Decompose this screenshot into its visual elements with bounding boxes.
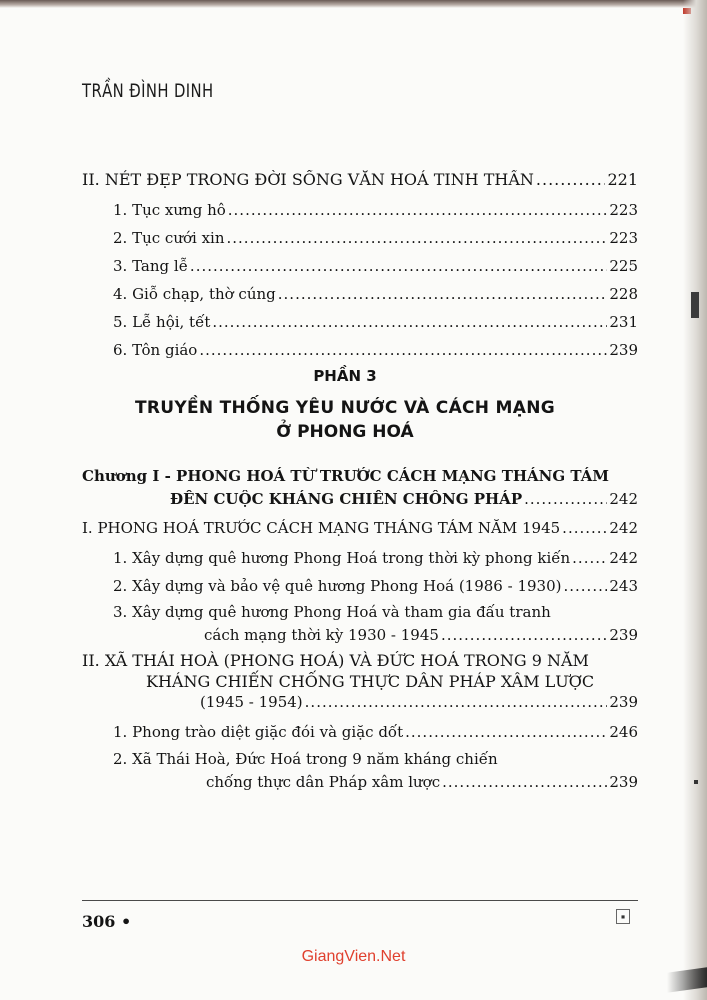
- toc-entry: [113, 313, 638, 331]
- toc-leader-dots: [405, 723, 607, 741]
- toc-entry: [113, 201, 638, 219]
- toc-entry-title-line-1: 2. Xã Thái Hoà, Đức Hoá trong 9 năm kháng chiến: [113, 750, 498, 768]
- toc-entry-title: 6. Tôn giáo: [113, 341, 198, 359]
- toc-entry: [113, 229, 638, 247]
- toc-entry: [206, 773, 638, 791]
- toc-leader-dots: [227, 229, 608, 247]
- toc-leader-dots: [190, 257, 607, 275]
- toc-entry-title: 1. Tục xưng hô: [113, 201, 226, 219]
- toc-entry-page: 246: [609, 723, 638, 741]
- toc-leader-dots: [562, 519, 607, 537]
- toc-entry-title: 2. Tục cưới xin: [113, 229, 225, 247]
- toc-entry-title: chống thực dân Pháp xâm lược: [206, 773, 441, 791]
- toc-leader-dots: [228, 201, 608, 219]
- toc-entry: [204, 626, 638, 644]
- toc-entry-page: 231: [609, 313, 638, 331]
- footer-divider: [82, 900, 638, 901]
- toc-leader-dots: [536, 170, 606, 189]
- toc-entry-page: 223: [609, 229, 638, 247]
- toc-entry: [113, 285, 638, 303]
- toc-entry-section-ii: [82, 170, 638, 189]
- toc-entry-page: 221: [607, 170, 638, 189]
- toc-entry-page: 228: [609, 285, 638, 303]
- toc-section-title-line-2: KHÁNG CHIẾN CHỐNG THỰC DÂN PHÁP XÂM LƯỢC: [146, 672, 595, 691]
- toc-entry-page: 239: [609, 693, 638, 711]
- toc-entry: [113, 341, 638, 359]
- chapter-title-line-1: Chương I - PHONG HOÁ TỪ TRƯỚC CÁCH MẠNG THÁNG TÁM: [82, 467, 610, 485]
- toc-entry-page: 223: [609, 201, 638, 219]
- toc-entry-page: 242: [609, 519, 638, 537]
- part-title-line-2: Ở PHONG HOÁ: [276, 422, 414, 442]
- toc-leader-dots: [212, 313, 607, 331]
- toc-entry-title: 1. Xây dựng quê hương Phong Hoá trong thời kỳ phong kiến: [113, 549, 571, 567]
- toc-entry: [113, 549, 638, 567]
- toc-entry-title: 3. Tang lễ: [113, 257, 188, 275]
- running-header-author: TRẦN ĐÌNH DINH: [82, 80, 214, 102]
- toc-leader-dots: [305, 693, 608, 711]
- toc-entry-page: 243: [609, 577, 638, 595]
- toc-entry-title: ĐẾN CUỘC KHÁNG CHIẾN CHỐNG PHÁP: [170, 490, 523, 508]
- toc-leader-dots: [199, 341, 607, 359]
- toc-entry: [113, 257, 638, 275]
- toc-entry-title: (1945 - 1954): [200, 693, 303, 711]
- toc-entry-title: 5. Lễ hội, tết: [113, 313, 211, 331]
- part-label: PHẦN 3: [313, 367, 377, 385]
- toc-entry-title: cách mạng thời kỳ 1930 - 1945: [204, 626, 439, 644]
- part-title-line-1: TRUYỀN THỐNG YÊU NƯỚC VÀ CÁCH MẠNG: [134, 398, 556, 418]
- toc-entry-title: I. PHONG HOÁ TRƯỚC CÁCH MẠNG THÁNG TÁM NĂM 1945: [82, 519, 561, 537]
- toc-leader-dots: [278, 285, 608, 303]
- watermark: GiangVien.Net: [301, 948, 406, 965]
- toc-entry-title: 4. Giỗ chạp, thờ cúng: [113, 285, 276, 303]
- toc-leader-dots: [442, 773, 607, 791]
- toc-entry-title: 2. Xây dựng và bảo vệ quê hương Phong Hoá (1986 - 1930): [113, 577, 562, 595]
- toc-entry-section-i: [82, 519, 638, 537]
- toc-entry-page: 242: [609, 549, 638, 567]
- toc-entry: [113, 723, 638, 741]
- page-marker-icon: ▪: [616, 909, 630, 924]
- chapter-title-line-2: [170, 490, 638, 508]
- toc-leader-dots: [524, 490, 607, 508]
- toc-entry-page: 239: [609, 341, 638, 359]
- toc-leader-dots: [572, 549, 607, 567]
- toc-entry: [113, 577, 638, 595]
- toc-entry-page: 239: [609, 626, 638, 644]
- toc-section-title-line-1: II. XÃ THÁI HOÀ (PHONG HOÁ) VÀ ĐỨC HOÁ TRONG 9 NĂM: [82, 651, 589, 670]
- toc-leader-dots: [441, 626, 607, 644]
- toc-entry: [200, 693, 638, 711]
- toc-entry-page: 239: [609, 773, 638, 791]
- toc-entry-title: II. NÉT ĐẸP TRONG ĐỜI SỐNG VĂN HOÁ TINH THẦN: [82, 170, 534, 189]
- page-number: 306 •: [82, 912, 132, 931]
- toc-leader-dots: [563, 577, 607, 595]
- toc-entry-title: 1. Phong trào diệt giặc đói và giặc dốt: [113, 723, 404, 741]
- toc-entry-title-line-1: 3. Xây dựng quê hương Phong Hoá và tham gia đấu tranh: [113, 603, 551, 621]
- toc-entry-page: 225: [609, 257, 638, 275]
- toc-entry-page: 242: [609, 490, 638, 508]
